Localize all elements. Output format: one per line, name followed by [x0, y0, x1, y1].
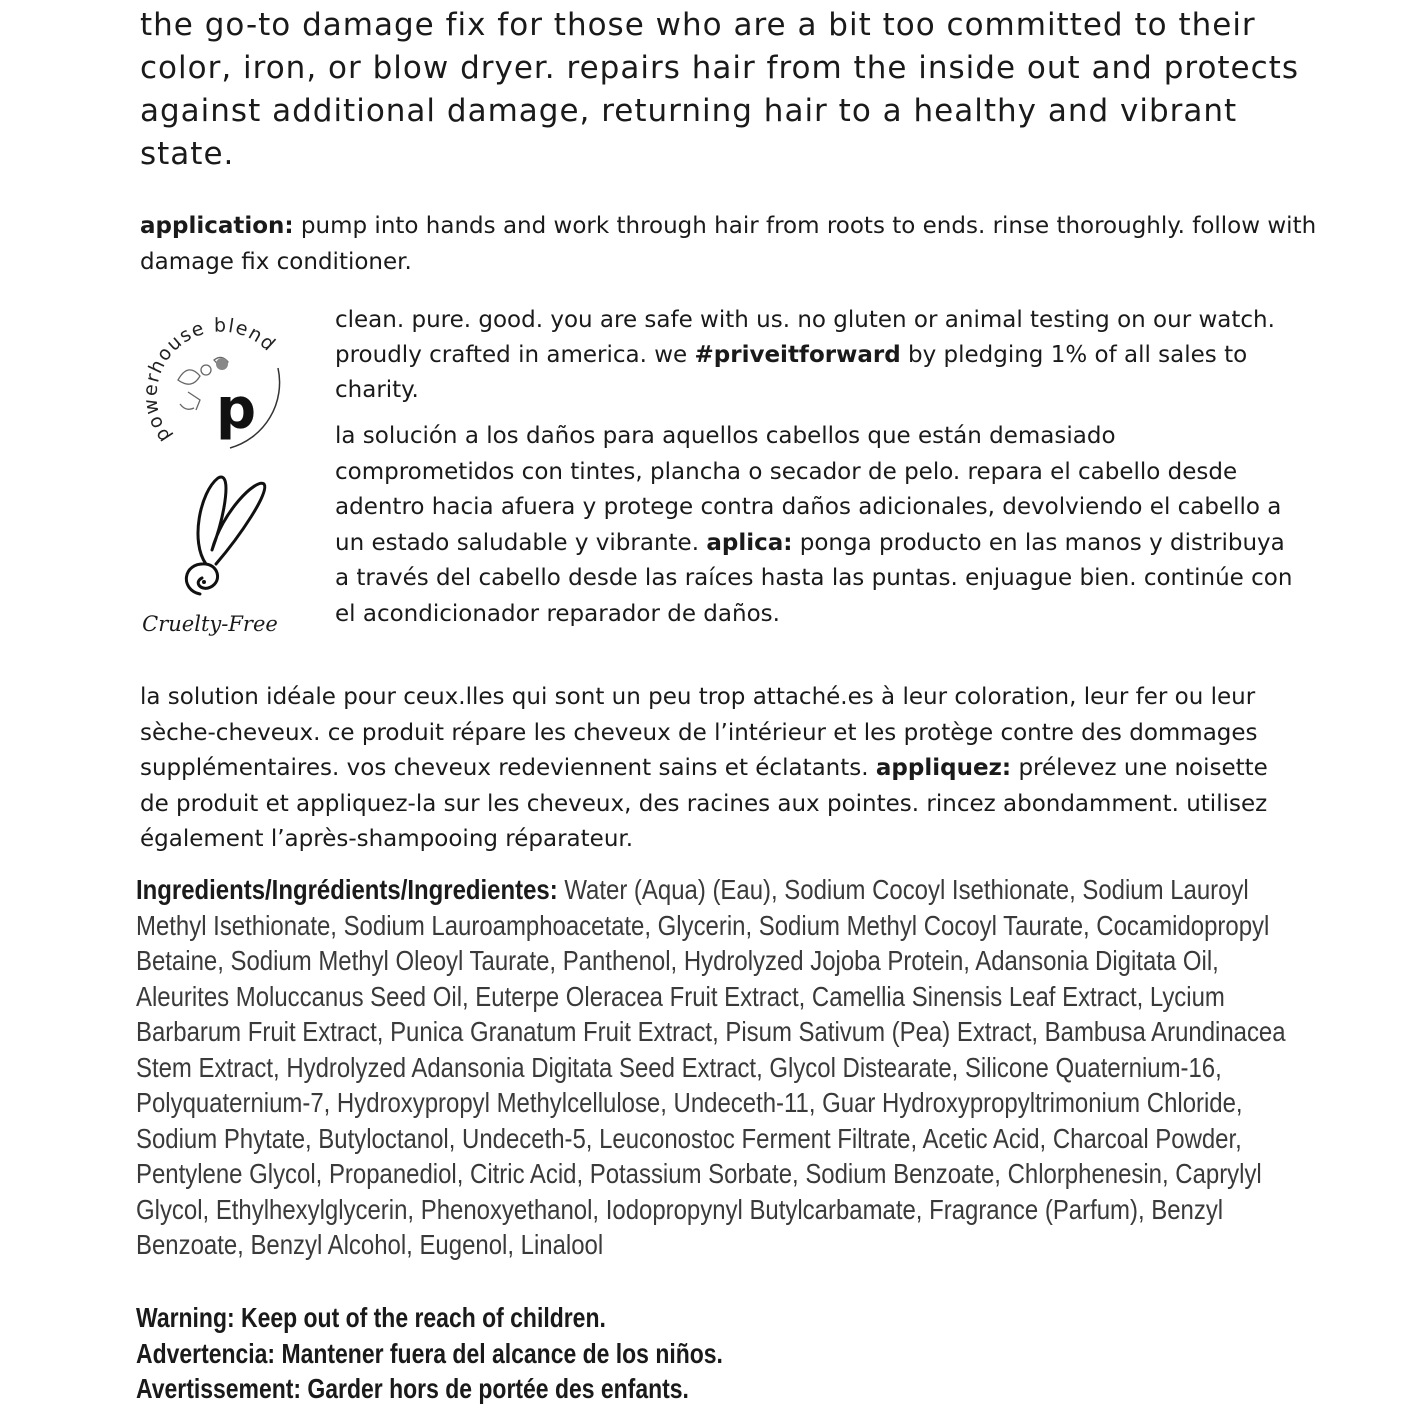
- application-text: pump into hands and work through hair from roots to ends. rinse thoroughly. follow with damage fix conditioner.: [140, 213, 1317, 275]
- spanish-description: la solución a los daños para aquellos cabellos que están demasiado comprometidos con tintes, plancha o secador de pelo. repara el cabello desde adentro hacia afuera y protege contra daños adicionales, devolviendo el cabello a un estado saludable y vibrante. aplica: ponga producto en las manos y distribuya a través del cabello desde las raíces hasta las puntas. enjuague bien. continúe con el acondicionador reparador de daños.: [335, 423, 1293, 627]
- french-application-label: appliquez:: [875, 755, 1012, 781]
- warning-french: Avertissement: Garder hors de portée des enfants.: [136, 1373, 689, 1404]
- product-description: the go-to damage fix for those who are a bit too committed to their color, iron, or blow dryer. repairs hair from the inside out and protects against additional damage, returning hair to a healthy and vibrant state.: [140, 7, 1299, 172]
- warning-spanish: Advertencia: Mantener fuera del alcance de los niños.: [136, 1337, 723, 1369]
- svg-text:powerhouse blend: [139, 315, 280, 447]
- seal-letter: p: [216, 377, 257, 442]
- spanish-application-label: aplica:: [706, 529, 793, 556]
- ingredients-section: [136, 872, 1296, 1302]
- cruelty-free-label: Cruelty-Free: [142, 612, 278, 636]
- powerhouse-blend-seal-icon: [130, 300, 290, 460]
- french-description: la solution idéale pour ceux.lles qui sont un peu trop attaché.es à leur coloration, leur fer ou leur sèche-cheveux. ce produit répare les cheveux de l’intérieur et les protège contre des dommages supplémentaires. vos cheveux redeviennent sains et éclatants. appliquez: prélevez une noisette de produit et appliquez-la sur les cheveux, des racines aux pointes. rincez abondamment. utilisez également l’après-shampooing réparateur.: [140, 684, 1268, 852]
- cruelty-free-bunny-icon: [160, 472, 270, 612]
- warning-english: Warning: Keep out of the reach of children.: [136, 1302, 606, 1333]
- ingredients-label: Ingredients/Ingrédients/Ingredientes:: [136, 874, 558, 905]
- pledge-text: clean. pure. good. you are safe with us. no gluten or animal testing on our watch. proudly crafted in america. we #priveitforward by pledging 1% of all sales to charity.: [335, 307, 1275, 403]
- application-label: application:: [140, 213, 294, 239]
- badges: [130, 300, 310, 650]
- ingredients-list: Water (Aqua) (Eau), Sodium Cocoyl Isethionate, Sodium Lauroyl Methyl Isethionate, Sodium Lauroamphoacetate, Glycerin, Sodium Methyl Cocoyl Taurate, Cocamidopropyl Betaine, Sodium Methyl Oleoyl Taurate, Panthenol, Hydrolyzed Jojoba Protein, Adansonia Digitata Oil, Aleurites Moluccanus Seed Oil, Euterpe Oleracea Fruit Extract, Camellia Sinensis Leaf Extract, Lycium Barbarum Fruit Extract, Punica Granatum Fruit Extract, Pisum Sativum (Pea) Extract, Bambusa Arundinacea Stem Extract, Hydrolyzed Adansonia Digitata Seed Extract, Glycol Distearate, Silicone Quaternium-16, Polyquaternium-7, Hydroxypropyl Methylcellulose, Undeceth-11, Guar Hydroxypropyltrimonium Chloride, Sodium Phytate, Butyloctanol, Undeceth-5, Leuconostoc Ferment Filtrate, Acetic Acid, Charcoal Powder, Pentylene Glycol, Propanediol, Citric Acid, Potassium Sorbate, Sodium Benzoate, Chlorphenesin, Caprylyl Glycol, Ethylhexylglycerin, Phenoxyethanol, Iodopropynyl Butylcarbamate, Fragrance (Parfum), Benzyl Benzoate, Benzyl Alcohol, Eugenol, Linalool: [136, 874, 1286, 1260]
- warnings: [136, 1300, 1336, 1407]
- seal-text: powerhouse blend: [139, 314, 281, 447]
- hashtag: #priveitforward: [694, 342, 901, 368]
- application-instructions: [140, 208, 1320, 280]
